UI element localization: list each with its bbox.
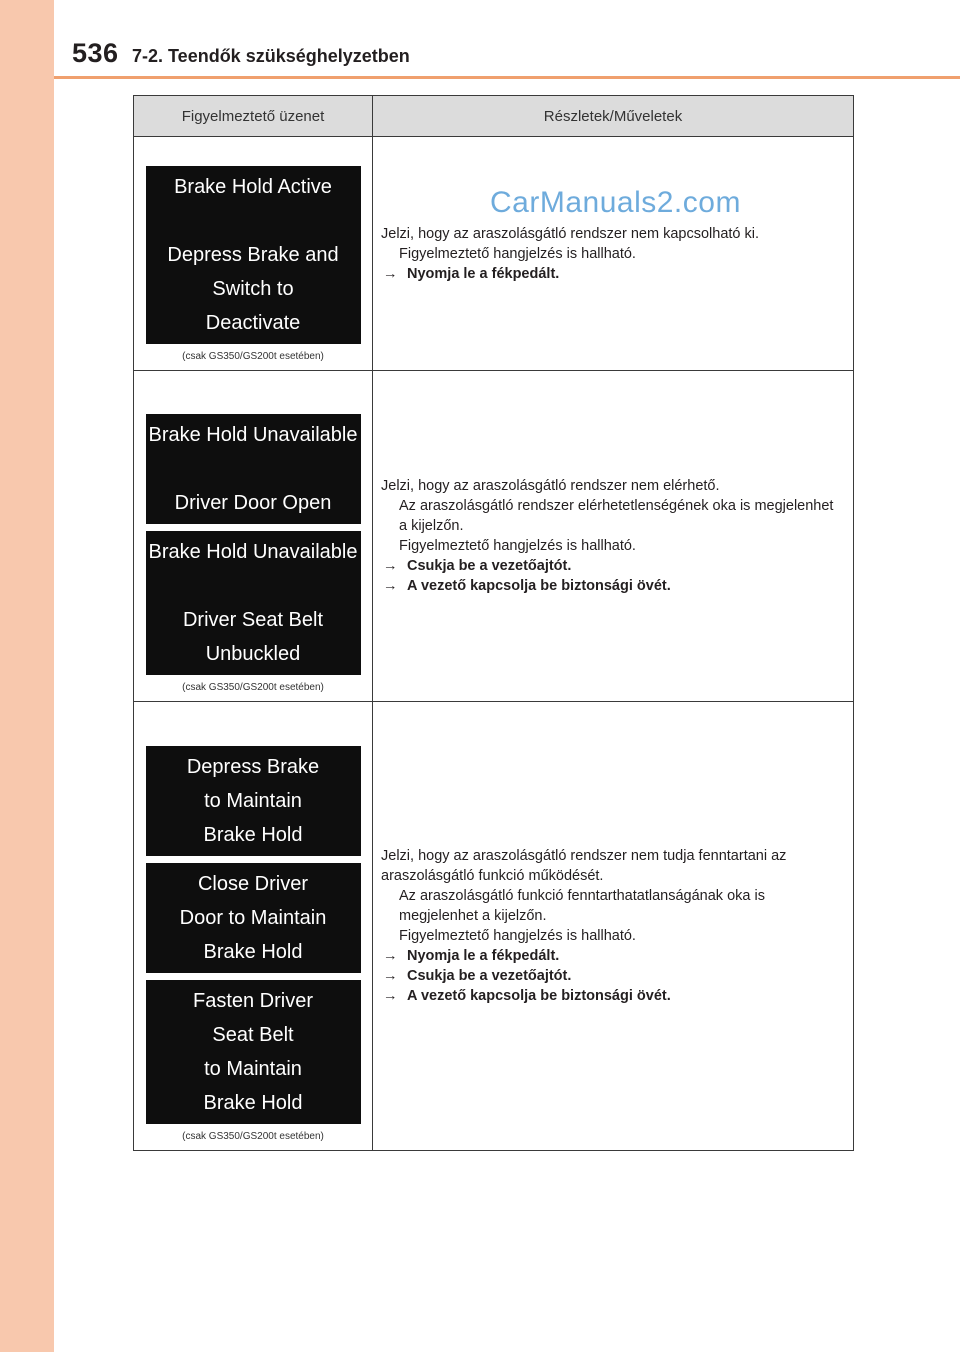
action-text: Nyomja le a fékpedált.: [407, 948, 560, 964]
screen-text-line: Brake Hold Unavailable: [148, 424, 358, 446]
warning-message-table: [133, 95, 854, 1151]
description: Jelzi, hogy az araszolásgátló rendszer nem tudja fenntartani az araszolásgátló funkció működését.: [381, 848, 787, 884]
screen-text-line: Brake Hold: [203, 1092, 303, 1114]
screen-gap: [146, 204, 361, 238]
model-note: (csak GS350/GS200t esetében): [182, 1131, 324, 1142]
arrow-icon: →: [383, 968, 398, 984]
details-cell: [373, 371, 854, 702]
screen-text-line: Deactivate: [205, 312, 301, 334]
action-text: A vezető kapcsolja be biztonsági övét.: [407, 988, 671, 1004]
display-message-screen: [146, 531, 361, 675]
screen-text-line: Close Driver: [197, 873, 309, 895]
column-header-message: Figyelmeztető üzenet: [134, 96, 373, 137]
display-message-screen: [146, 863, 361, 973]
screen-text-line: to Maintain: [204, 790, 302, 812]
action-text: A vezető kapcsolja be biztonsági övét.: [407, 578, 671, 594]
display-message-screen: [146, 414, 361, 524]
screen-text-line: Unbuckled: [205, 643, 301, 665]
sub-note: Figyelmeztető hangjelzés is hallható.: [399, 928, 636, 944]
screen-text-line: Switch to: [212, 278, 294, 300]
description: Jelzi, hogy az araszolásgátló rendszer nem elérhető.: [381, 478, 720, 494]
arrow-icon: →: [383, 265, 398, 282]
model-note: (csak GS350/GS200t esetében): [182, 682, 324, 693]
display-message-screen: [146, 746, 361, 856]
page-number: 536: [72, 38, 119, 68]
action-item: [381, 576, 839, 596]
screen-gap: [146, 452, 361, 486]
screen-text-line: Seat Belt: [212, 1024, 294, 1046]
arrow-icon: →: [383, 948, 398, 964]
screen-text-line: Depress Brake: [186, 756, 320, 778]
screen-text-line: Door to Maintain: [179, 907, 327, 929]
screen-gap: [146, 569, 361, 603]
header-rule: [54, 76, 960, 79]
screen-text-line: Driver Door Open: [174, 492, 332, 514]
screen-text-line: to Maintain: [204, 1058, 302, 1080]
message-cell: [134, 371, 373, 702]
arrow-icon: →: [383, 578, 398, 594]
table-row: [134, 371, 854, 702]
arrow-icon: →: [383, 988, 398, 1004]
table-row: [134, 137, 854, 371]
table-header-row: [134, 96, 854, 137]
section-title: 7-2. Teendők szükséghelyzetben: [132, 46, 410, 66]
sub-note: Figyelmeztető hangjelzés is hallható.: [399, 245, 636, 262]
table-row: [134, 702, 854, 1151]
action-item: [381, 264, 839, 284]
screen-text-line: Depress Brake and: [167, 244, 339, 266]
arrow-icon: →: [383, 558, 398, 574]
screen-text-line: Fasten Driver: [192, 990, 314, 1012]
action-item: [381, 966, 839, 986]
screen-text-line: Brake Hold Unavailable: [148, 541, 358, 563]
action-text: Nyomja le a fékpedált.: [407, 265, 560, 282]
screen-text-line: Brake Hold Active: [174, 176, 332, 198]
sub-note: Az araszolásgátló funkció fenntarthatatlanságának oka is megjelenhet a kijelzőn.: [399, 888, 765, 924]
action-text: Csukja be a vezetőajtót.: [407, 968, 572, 984]
description: Jelzi, hogy az araszolásgátló rendszer nem kapcsolható ki.: [381, 225, 759, 242]
display-message-screen: [146, 980, 361, 1124]
details-cell: [373, 702, 854, 1151]
screen-text-line: Brake Hold: [203, 824, 303, 846]
model-note: (csak GS350/GS200t esetében): [182, 351, 324, 362]
sub-note: Figyelmeztető hangjelzés is hallható.: [399, 538, 636, 554]
side-band: [0, 0, 54, 1352]
display-message-screen: [146, 166, 361, 344]
details-cell: [373, 137, 854, 371]
watermark: CarManuals2.com: [490, 186, 741, 219]
column-header-details: Részletek/Műveletek: [373, 96, 854, 137]
message-cell: [134, 702, 373, 1151]
sub-note: Az araszolásgátló rendszer elérhetetlenségének oka is megjelenhet a kijelzőn.: [399, 498, 834, 534]
action-item: [381, 986, 839, 1006]
message-cell: [134, 137, 373, 371]
screen-text-line: Brake Hold: [203, 941, 303, 963]
screen-text-line: Driver Seat Belt: [182, 609, 324, 631]
action-item: [381, 556, 839, 576]
action-text: Csukja be a vezetőajtót.: [407, 558, 572, 574]
action-item: [381, 946, 839, 966]
